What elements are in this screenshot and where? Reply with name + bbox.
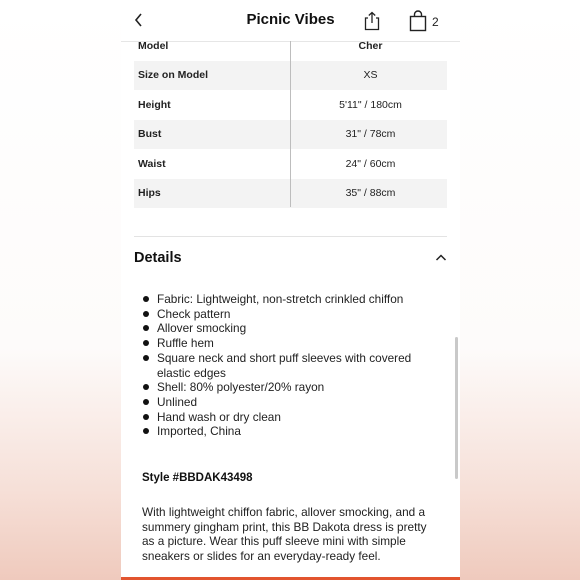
scrollbar-thumb[interactable]: [455, 337, 458, 479]
bullet-dot: [143, 399, 149, 405]
phone-screen: [121, 0, 460, 580]
details-bullet-list: [143, 292, 433, 439]
row-value: 35" / 88cm: [345, 187, 396, 200]
list-item: [143, 292, 433, 307]
bullet-dot: [143, 296, 149, 302]
details-heading[interactable]: Details: [134, 250, 182, 266]
row-value: 24" / 60cm: [345, 157, 396, 170]
list-item: [143, 321, 433, 336]
bullet-dot: [143, 384, 149, 390]
bag-icon[interactable]: [409, 10, 427, 32]
list-item: [143, 424, 433, 439]
product-description: With lightweight chiffon fabric, allover smocking, and a summery gingham print, this BB Dakota dress is pretty as a picture. Wear this puff sleeve mini with simple sneakers or slides for an everyday-ready feel.: [142, 505, 427, 564]
list-item-text: Fabric: Lightweight, non-stretch crinkled chiffon: [157, 292, 404, 306]
row-value: 5'11" / 180cm: [339, 98, 402, 111]
row-value: Cher: [358, 39, 383, 52]
bullet-dot: [143, 325, 149, 331]
style-number: Style #BBDAK43498: [142, 472, 253, 484]
share-icon[interactable]: [364, 11, 380, 31]
bullet-dot: [143, 340, 149, 346]
list-item: [143, 351, 433, 380]
list-item-text: Ruffle hem: [157, 336, 214, 351]
list-item: [143, 380, 433, 395]
section-divider: [134, 236, 447, 237]
list-item-text: Shell: 80% polyester/20% rayon: [157, 380, 325, 395]
row-label: Waist: [138, 157, 166, 170]
bullet-dot: [143, 414, 149, 420]
row-label: Size on Model: [138, 69, 209, 82]
chevron-up-icon[interactable]: [435, 253, 447, 262]
row-label: Hips: [138, 187, 161, 200]
list-item-text: Hand wash or dry clean: [157, 409, 281, 424]
bullet-dot: [143, 355, 149, 361]
list-item-text: Square neck and short puff sleeves with covered elastic edges: [157, 350, 412, 380]
row-value: XS: [363, 69, 378, 82]
row-value: 31" / 78cm: [345, 128, 396, 141]
list-item: [143, 410, 433, 425]
list-item-text: Unlined: [157, 394, 198, 409]
row-label: Model: [138, 39, 169, 52]
list-item-text: Imported, China: [157, 424, 241, 439]
row-label: Bust: [138, 128, 162, 141]
list-item: [143, 395, 433, 410]
bag-count-badge: 2: [432, 15, 439, 29]
bullet-dot: [143, 428, 149, 434]
list-item: [143, 307, 433, 322]
row-label: Height: [138, 98, 171, 111]
list-item-text: Check pattern: [157, 306, 231, 321]
list-item-text: Allover smocking: [157, 321, 247, 336]
list-item: [143, 336, 433, 351]
page-title: Picnic Vibes: [246, 11, 335, 28]
table-column-divider: [290, 41, 291, 207]
bullet-dot: [143, 311, 149, 317]
